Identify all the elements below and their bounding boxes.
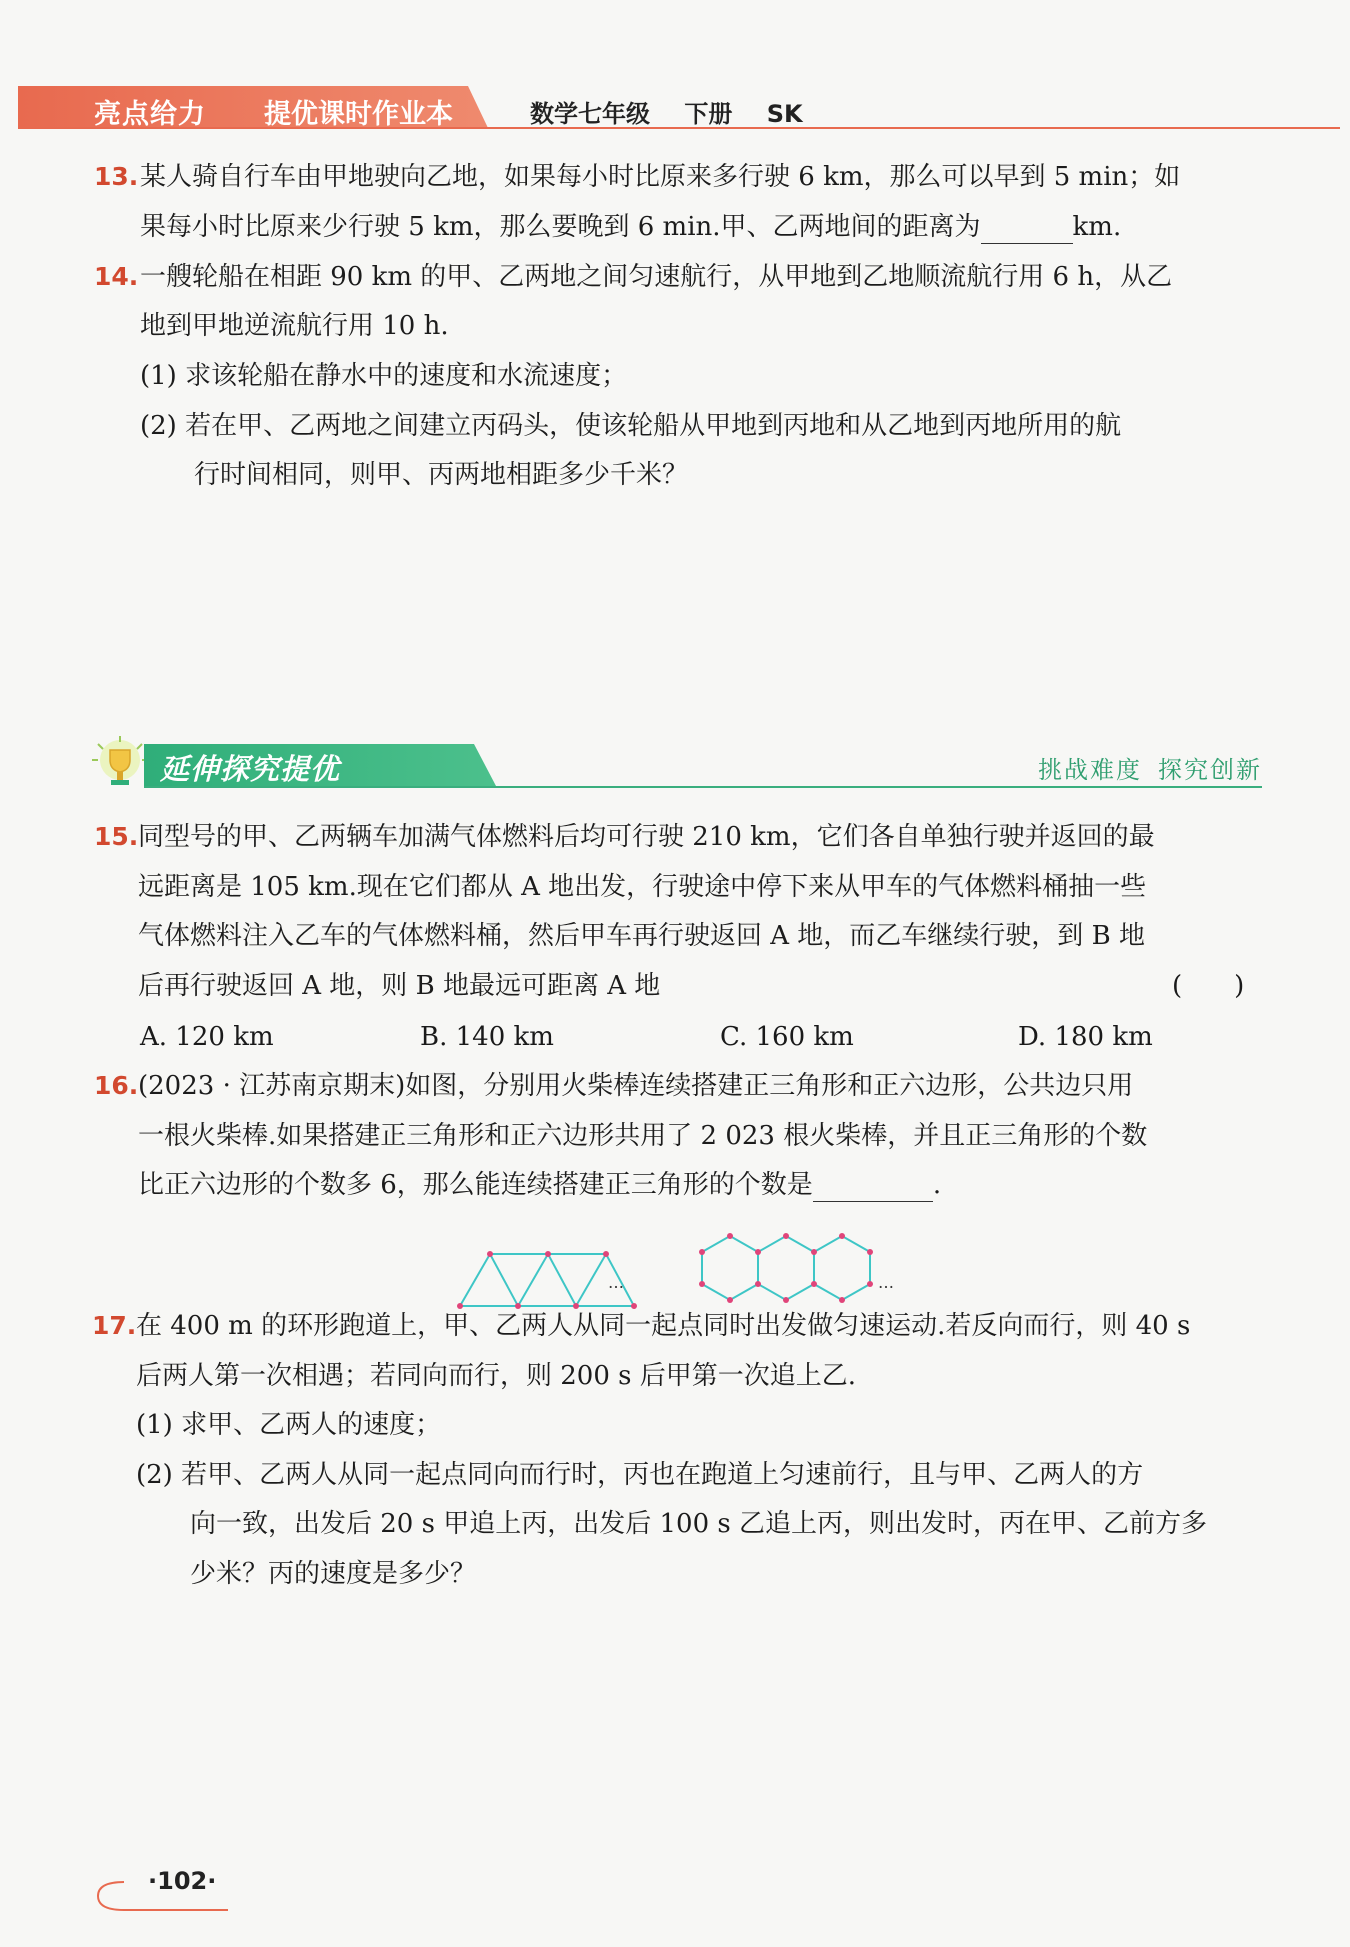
hexagon-vertices — [699, 1233, 873, 1303]
sub-question-2: (2) 若甲、乙两人从同一起点同向而行时，丙也在跑道上匀速前行，且与甲、乙两人的方 — [136, 1460, 1144, 1490]
question-number: 15. — [94, 822, 139, 851]
question-text: 在 400 m 的环形跑道上，甲、乙两人从同一起点同时出发做匀速运动.若反向而行，则 40 s — [136, 1311, 1191, 1341]
question-text: 一艘轮船在相距 90 km 的甲、乙两地之间匀速航行，从甲地到乙地顺流航行用 6 h，从乙 — [140, 262, 1173, 292]
question-text: 某人骑自行车由甲地驶向乙地，如果每小时比原来多行驶 6 km，那么可以早到 5 min；如 — [140, 162, 1181, 192]
option-a[interactable]: A. 120 km — [140, 1022, 274, 1052]
sub-question-2: (2) 若在甲、乙两地之间建立丙码头，使该轮船从甲地到丙地和从乙地到丙地所用的航 — [140, 411, 1122, 441]
sub-question-1: (1) 求甲、乙两人的速度； — [136, 1410, 442, 1440]
option-d[interactable]: D. 180 km — [1018, 1022, 1153, 1052]
question-text: 同型号的甲、乙两辆车加满气体燃料后均可行驶 210 km，它们各自单独行驶并返回的最 — [138, 822, 1155, 852]
unit-label: km. — [1072, 212, 1122, 242]
sub-question-2-cont: 向一致，出发后 20 s 甲追上丙，出发后 100 s 乙追上丙，则出发时，丙在甲、乙前方多 — [190, 1509, 1207, 1539]
question-text-3 — [138, 1168, 941, 1202]
question-text-2: 后两人第一次相遇；若同向而行，则 200 s 后甲第一次追上乙. — [136, 1361, 857, 1391]
ellipsis-triangles: … — [608, 1273, 624, 1292]
header-volume: 下册 — [684, 100, 733, 128]
ellipsis-hexagons: … — [878, 1273, 894, 1292]
question-text-3: 气体燃料注入乙车的气体燃料桶，然后甲车再行驶返回 A 地，而乙车继续行驶，到 B 地 — [138, 921, 1145, 951]
question-text-2: 一根火柴棒.如果搭建正三角形和正六边形共用了 2 023 根火柴棒，并且正三角形的个数 — [138, 1121, 1148, 1151]
header-edition: SK — [766, 100, 803, 128]
question-text-4: 后再行驶返回 A 地，则 B 地最远可距离 A 地 — [138, 971, 661, 1001]
section-tag-1: 挑战难度 — [1038, 756, 1142, 784]
question-text-span: 比正六边形的个数多 6，那么能连续搭建正三角形的个数是 — [138, 1170, 813, 1200]
sub-question-1: (1) 求该轮船在静水中的速度和水流速度； — [140, 361, 628, 391]
section-rule — [144, 786, 1262, 788]
question-text-span: 果每小时比原来少行驶 5 km，那么要晚到 6 min.甲、乙两地间的距离为 — [140, 212, 981, 242]
answer-blank[interactable] — [981, 215, 1073, 244]
question-text-2: 地到甲地逆流航行用 10 h. — [140, 311, 449, 341]
section-banner — [90, 736, 1262, 790]
question-text-2: 远距离是 105 km.现在它们都从 A 地出发，行驶途中停下来从甲车的气体燃料桶抽一些 — [138, 872, 1147, 902]
header-brand: 亮点给力 — [94, 99, 206, 130]
section-tag-2: 探究创新 — [1158, 756, 1262, 784]
hexagon-chain — [702, 1236, 870, 1300]
header-subject: 数学七年级 — [530, 100, 650, 128]
matchstick-figure — [440, 1222, 920, 1312]
end-punct: . — [932, 1170, 942, 1200]
question-number: 17. — [92, 1311, 137, 1340]
question-text: (2023 · 江苏南京期末)如图，分别用火柴棒连续搭建正三角形和正六边形，公共边只用 — [138, 1071, 1134, 1101]
question-number: 14. — [94, 262, 139, 291]
question-number: 16. — [94, 1071, 139, 1100]
question-number: 13. — [94, 162, 139, 191]
option-c[interactable]: C. 160 km — [720, 1022, 854, 1052]
question-text-2 — [140, 210, 1121, 244]
page-header — [18, 86, 1340, 128]
trophy-icon — [90, 736, 150, 794]
section-tagline — [1022, 750, 1262, 785]
section-title: 延伸探究提优 — [160, 752, 341, 786]
answer-blank[interactable] — [813, 1173, 933, 1202]
sub-question-2-cont-2: 少米？丙的速度是多少？ — [190, 1559, 477, 1589]
page-number: ·102· — [148, 1867, 217, 1895]
sub-question-2-cont: 行时间相同，则甲、丙两地相距多少千米？ — [194, 460, 689, 490]
answer-parenthesis[interactable]: ( ) — [1172, 971, 1245, 1001]
header-course — [530, 94, 829, 129]
option-b[interactable]: B. 140 km — [420, 1022, 554, 1052]
header-series: 提优课时作业本 — [264, 99, 453, 130]
